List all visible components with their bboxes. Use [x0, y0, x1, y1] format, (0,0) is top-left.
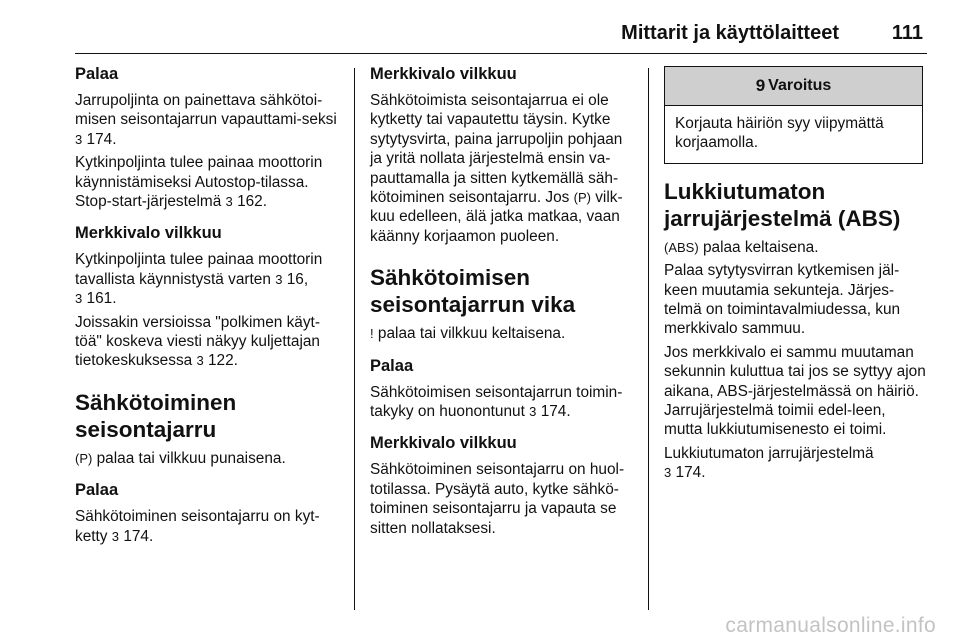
paragraph: ! palaa tai vilkkuu keltaisena. [370, 325, 566, 343]
reference-arrow-icon: 3 [75, 131, 83, 147]
warning-title: Varoitus [768, 77, 832, 94]
paragraph: Jos merkkivalo ei sammu muutaman sekunnin kuluttua tai jos se syttyy ajon aikana, ABS-järjestelmässä on häiriö. Jarrujärjestelmä toimii edel-leen, mutta lukkiutumisenesto ei toimi. [664, 343, 926, 439]
page-title: Mittarit ja käyttölaitteet [621, 22, 839, 44]
paragraph: Jarrupoljinta on painettava sähkötoi-misen seisontajarrun vapauttami-seksi 3 174. [75, 92, 337, 148]
warning-header [665, 67, 922, 106]
page-reference-link[interactable]: 161. [86, 290, 117, 308]
reference-arrow-icon: 3 [275, 271, 283, 287]
column-1 [75, 64, 341, 550]
parking-brake-icon: (P) [573, 190, 591, 206]
section-title-seisontajarrun-vika: Sähkötoimisen seisontajarrun vika [370, 265, 576, 318]
warning-body [665, 106, 922, 163]
column-divider [354, 68, 355, 610]
warning-box [664, 66, 923, 164]
reference-arrow-icon: 3 [225, 194, 233, 210]
page-reference-link[interactable]: 174. [540, 403, 571, 421]
warning-triangle-icon: 9 [755, 76, 766, 95]
page-header [75, 22, 927, 50]
column-2 [370, 64, 636, 542]
page-reference-link[interactable]: 122. [208, 352, 238, 370]
section-title-sahkotoiminen-seisontajarru: Sähkötoiminen seisontajarru [75, 389, 237, 442]
paragraph: Kytkinpoljinta tulee painaa moottorin tavallista käynnistystä varten 3 16, 3 161. [75, 251, 323, 308]
paragraph: Sähkötoimisen seisontajarrun toimin-takyky on huonontunut 3 174. [370, 383, 623, 421]
heading-merkkivalo-vilkkuu: Merkkivalo vilkkuu [370, 65, 517, 83]
paragraph: Sähkötoiminen seisontajarru on kyt-ketty 3 174. [75, 508, 320, 545]
paragraph: Joissakin versioissa "polkimen käyt-töä" koskeva viesti näkyy kuljettajan tietokeskuksessa 3 122. [75, 313, 320, 370]
page-reference-link[interactable]: 162. [237, 193, 268, 211]
reference-arrow-icon: 3 [111, 528, 120, 544]
paragraph: (ABS) palaa keltaisena. [664, 238, 819, 256]
paragraph: Lukkiutumaton jarrujärjestelmä 3 174. [664, 444, 874, 482]
abs-warning-icon: (ABS) [664, 239, 699, 255]
column-3 [664, 64, 927, 487]
warning-text: Korjauta häiriön syy viipymättä korjaamolla. [675, 115, 884, 152]
parking-brake-fault-icon: ! [370, 326, 374, 342]
paragraph: Sähkötoimista seisontajarrua ei ole kytketty tai vapautettu täysin. Kytke sytytysvirta, paina jarrupoljin pohjaan ja yritä nollata järjestelmä ensin va-pauttamalla ja sitten kytkemällä säh-kötoiminen seisontajarru. Jos (P) vilk-kuu edelleen, älä jatka matkaa, vaan käänny korjaamon puoleen. [370, 92, 623, 245]
page-reference-link[interactable]: 16, [286, 270, 309, 288]
reference-arrow-icon: 3 [196, 353, 204, 369]
heading-merkkivalo-vilkkuu: Merkkivalo vilkkuu [370, 434, 517, 453]
reference-arrow-icon: 3 [664, 465, 672, 481]
paragraph: (P) palaa tai vilkkuu punaisena. [75, 449, 286, 467]
heading-merkkivalo-vilkkuu: Merkkivalo vilkkuu [75, 224, 222, 243]
page-reference-link[interactable]: 174. [86, 130, 117, 148]
header-divider [75, 53, 927, 54]
heading-palaa: Palaa [370, 356, 414, 375]
page-reference-link[interactable]: 174. [675, 464, 706, 482]
watermark: carmanualsonline.info [725, 614, 936, 637]
reference-arrow-icon: 3 [75, 291, 83, 307]
reference-arrow-icon: 3 [529, 404, 537, 420]
paragraph: Palaa sytytysvirran kytkemisen jäl-keen muutamia sekunteja. Järjes-telmä on toimintavalmiudessa, kun merkkivalo sammuu. [664, 262, 901, 338]
page-number: 111 [891, 22, 923, 44]
page-reference-link[interactable]: 174. [123, 527, 154, 545]
paragraph: Sähkötoiminen seisontajarru on huol-totilassa. Pysäytä auto, kytke sähkö-toiminen seisontajarru ja vapauta se sitten nollataksesi. [370, 461, 625, 537]
heading-palaa: Palaa [75, 481, 119, 500]
column-divider [648, 68, 649, 610]
section-title-abs: Lukkiutumaton jarrujärjestelmä (ABS) [664, 178, 901, 231]
parking-brake-icon: (P) [75, 450, 93, 466]
heading-palaa: Palaa [75, 65, 119, 83]
paragraph: Kytkinpoljinta tulee painaa moottorin käynnistämiseksi Autostop-tilassa. Stop-start-järjestelmä 3 162. [75, 154, 323, 211]
